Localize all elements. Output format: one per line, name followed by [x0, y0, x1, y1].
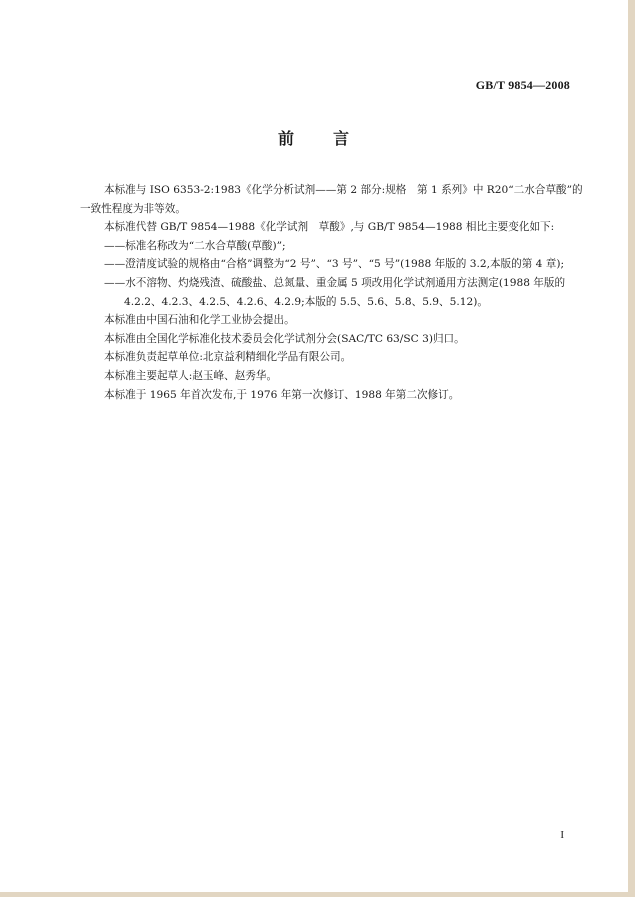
change-item-2: ——澄清度试验的规格由“合格”调整为“2 号”、“3 号”、“5 号”(1988 年版的 3.2,本版的第 4 章); [104, 258, 565, 271]
page-title [0, 126, 628, 149]
title-char-1: 前 [277, 129, 295, 148]
change-item-1: ——标准名称改为“二水合草酸(草酸)”; [104, 239, 286, 252]
paragraph-equivalence-line1: 本标准与 ISO 6353-2:1983《化学分析试剂——第 2 部分:规格 第 1 系列》中 R20“二水合草酸”的 [104, 184, 583, 196]
paragraph-under-jurisdiction: 本标准由全国化学标准化技术委员会化学试剂分会(SAC/TC 63/SC 3)归口。 [104, 332, 465, 345]
standard-code: GB/T 9854—2008 [475, 78, 570, 92]
change-item-3-continued: 4.2.2、4.2.3、4.2.5、4.2.6、4.2.9;本版的 5.5、5.6、5.8、5.9、5.12)。 [124, 295, 488, 308]
paragraph-drafting-unit: 本标准负责起草单位:北京益利精细化学品有限公司。 [104, 351, 352, 364]
paragraph-drafters: 本标准主要起草人:赵玉峰、赵秀华。 [104, 369, 278, 382]
change-item-3: ——水不溶物、灼烧残渣、硫酸盐、总氮量、重金属 5 项改用化学试剂通用方法测定(1988 年版的 [104, 276, 566, 289]
title-char-2: 言 [333, 129, 351, 148]
foreword-body [82, 181, 582, 404]
paragraph-proposed-by: 本标准由中国石油和化学工业协会提出。 [104, 314, 295, 327]
paragraph-replaces: 本标准代替 GB/T 9854—1988《化学试剂 草酸》,与 GB/T 9854—1988 相比主要变化如下: [104, 221, 555, 234]
paragraph-history: 本标准于 1965 年首次发布,于 1976 年第一次修订、1988 年第二次修订。 [104, 388, 460, 401]
page-number: I [560, 829, 564, 841]
paragraph-equivalence-line2: 一致性程度为非等效。 [80, 202, 186, 215]
